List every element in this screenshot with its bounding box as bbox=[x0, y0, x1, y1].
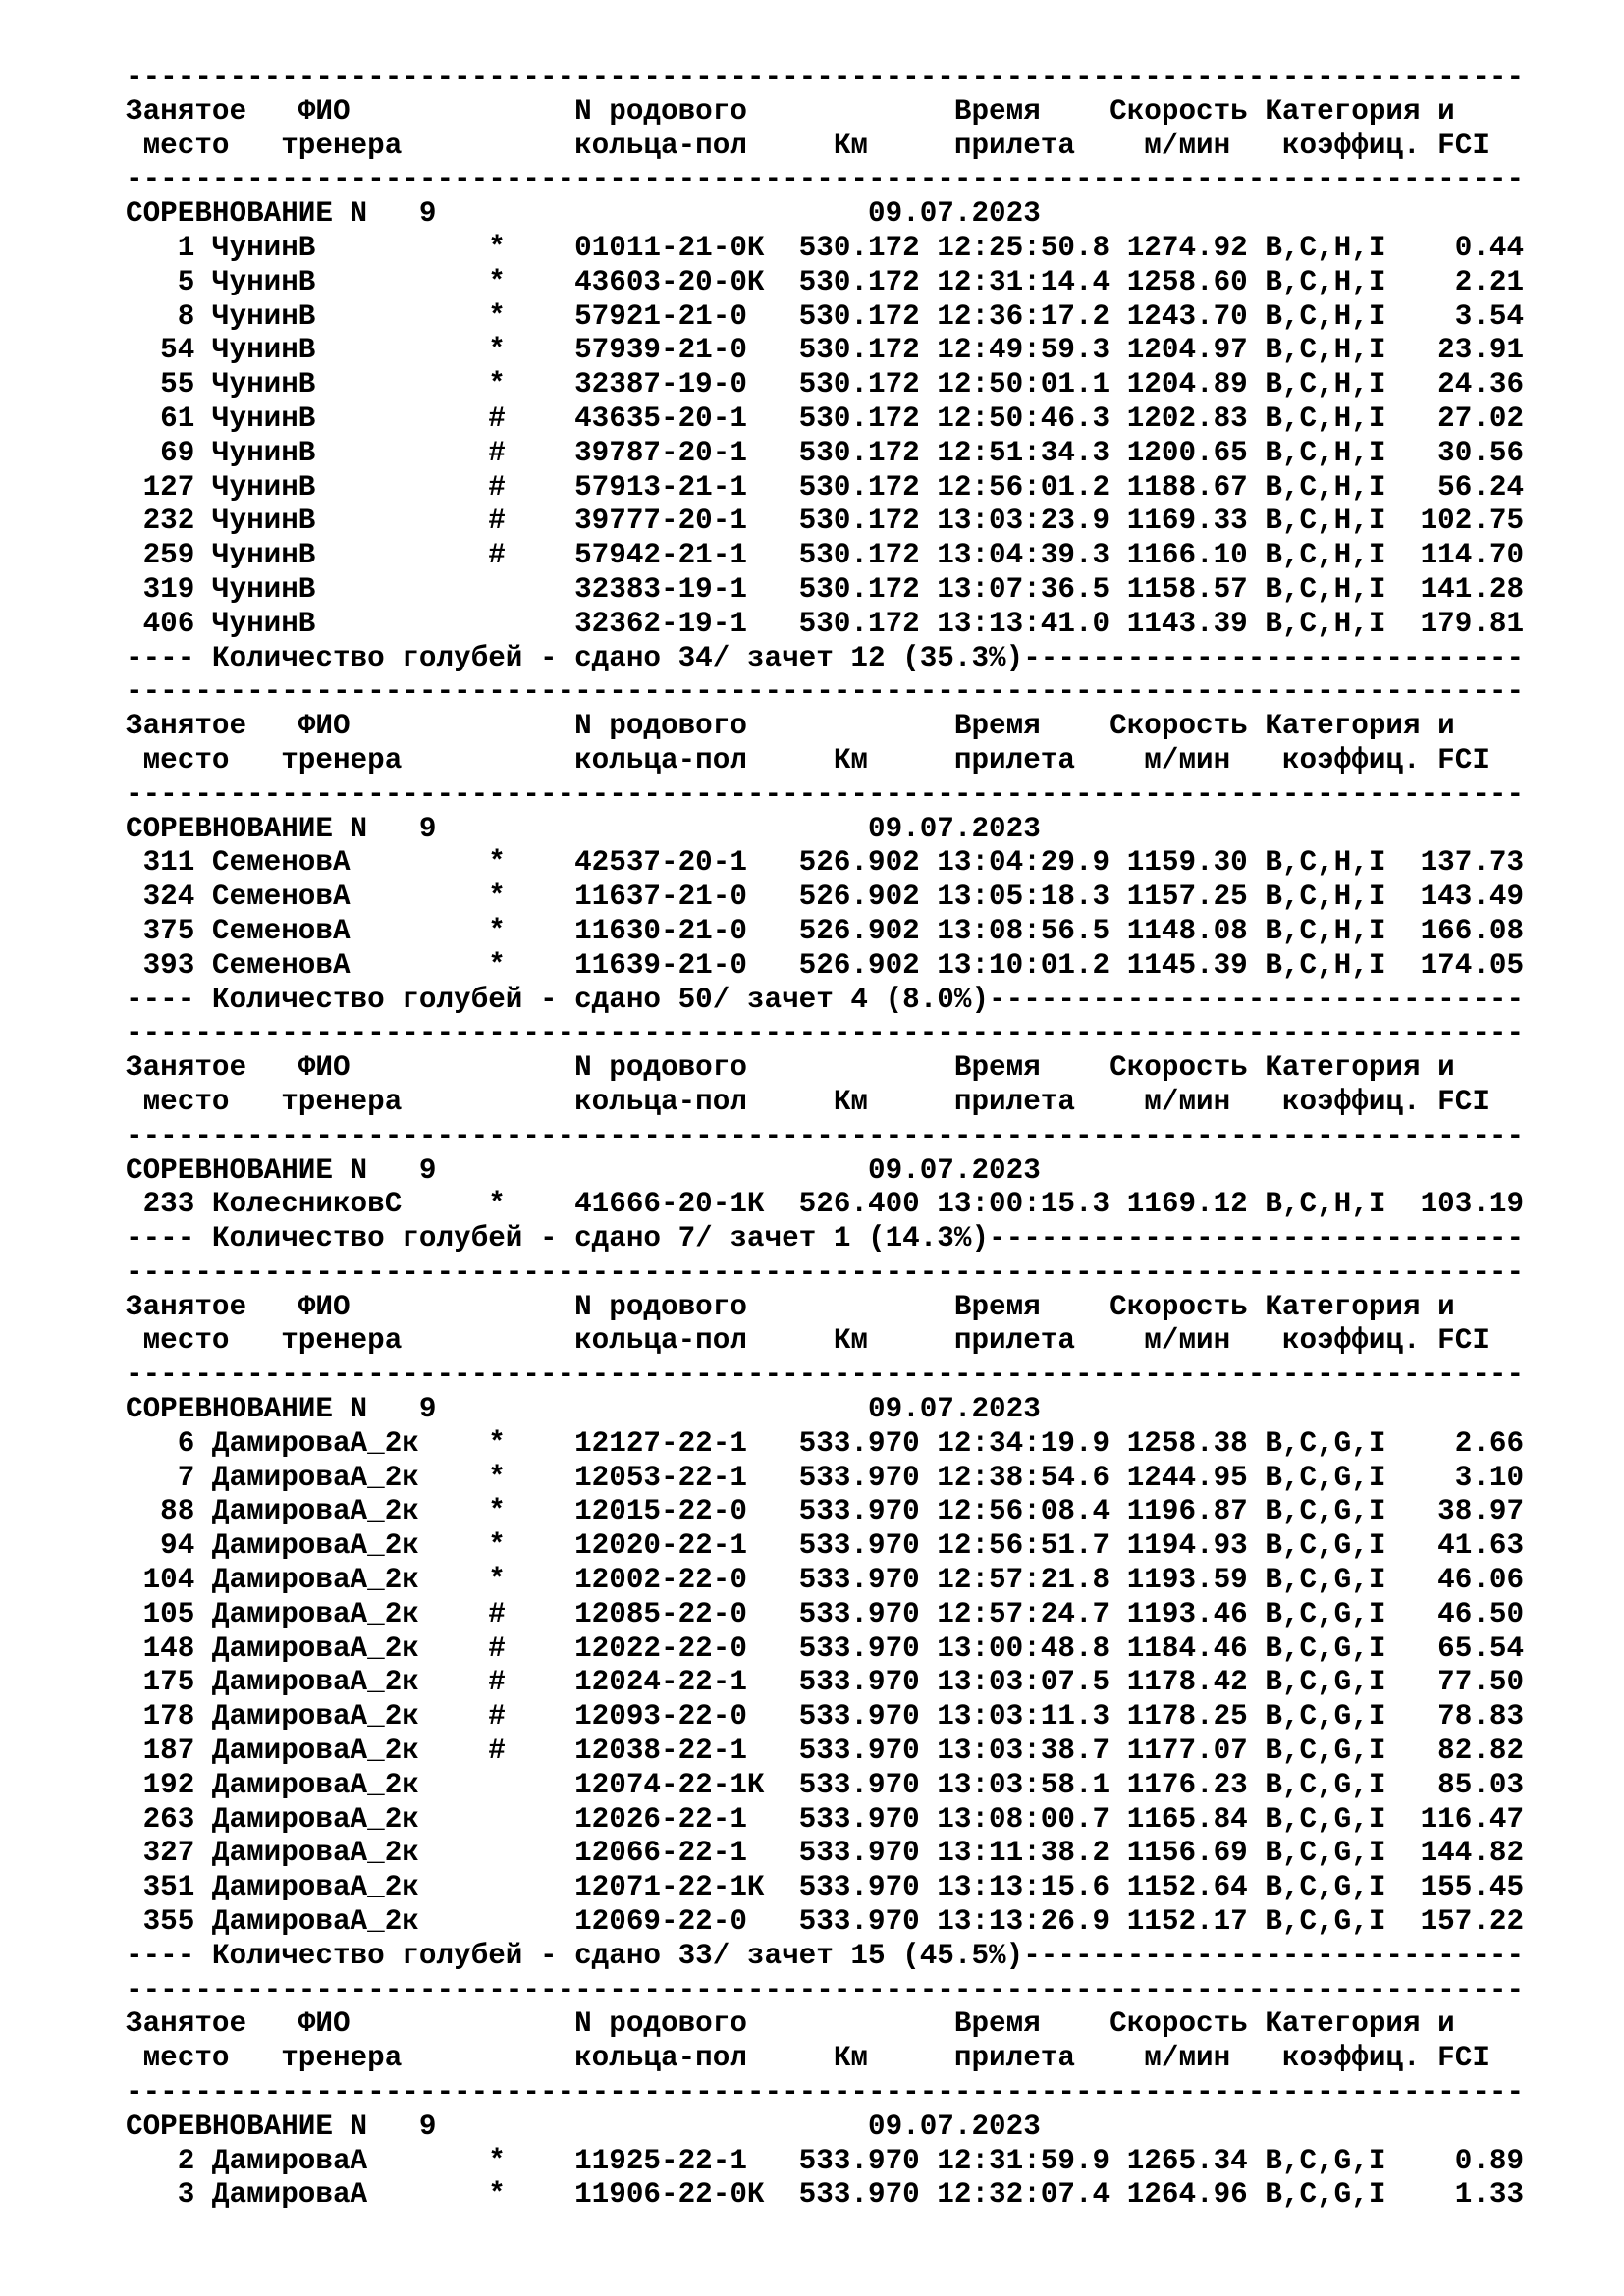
result-row: 3 ДамироваА * 11906-22-0К 533.970 12:32:07.4 1264.96 B,C,G,I 1.33 bbox=[126, 2178, 1525, 2212]
result-row: 61 ЧунинВ # 43635-20-1 530.172 12:50:46.3 1202.83 B,C,H,I 27.02 bbox=[126, 401, 1525, 435]
result-row: 232 ЧунинВ # 39777-20-1 530.172 13:03:23.9 1169.33 B,C,H,I 102.75 bbox=[126, 505, 1525, 538]
result-row: 311 СеменовА * 42537-20-1 526.902 13:04:29.9 1159.30 B,C,H,I 137.73 bbox=[126, 846, 1525, 880]
result-row: 94 ДамироваА_2к * 12020-22-1 533.970 12:56:51.7 1194.93 B,C,G,I 41.63 bbox=[126, 1529, 1525, 1563]
column-header-line-2: место тренера кольца-пол Км прилета м/мин коэффиц. FCI bbox=[126, 2042, 1489, 2075]
column-header-line-1: Занятое ФИО N родового Время Скорость Категория и bbox=[126, 710, 1455, 743]
result-row: 88 ДамироваА_2к * 12015-22-0 533.970 12:56:08.4 1196.87 B,C,G,I 38.97 bbox=[126, 1495, 1525, 1528]
column-header-line-2: место тренера кольца-пол Км прилета м/мин коэффиц. FCI bbox=[126, 1324, 1489, 1358]
result-row: 233 КолесниковС * 41666-20-1К 526.400 13:00:15.3 1169.12 B,C,H,I 103.19 bbox=[126, 1188, 1525, 1221]
competition-title: СОРЕВНОВАНИЕ N 9 09.07.2023 bbox=[126, 1393, 1041, 1426]
column-header-line-2: место тренера кольца-пол Км прилета м/мин коэффиц. FCI bbox=[126, 129, 1489, 162]
result-row: 104 ДамироваА_2к * 12002-22-0 533.970 12:57:21.8 1193.59 B,C,G,I 46.06 bbox=[126, 1564, 1525, 1597]
result-row: 324 СеменовА * 11637-21-0 526.902 13:05:18.3 1157.25 B,C,H,I 143.49 bbox=[126, 881, 1525, 914]
result-section bbox=[126, 675, 1524, 1017]
result-row: 1 ЧунинВ * 01011-21-0К 530.172 12:25:50.8 1274.92 B,C,H,I 0.44 bbox=[126, 231, 1525, 264]
result-section bbox=[126, 1974, 1524, 2214]
rule-line: --------------------------------------------------------------------------------- bbox=[126, 1973, 1525, 2006]
result-row: 148 ДамироваА_2к # 12022-22-0 533.970 13:00:48.8 1184.46 B,C,G,I 65.54 bbox=[126, 1631, 1525, 1665]
rule-line: --------------------------------------------------------------------------------- bbox=[126, 2076, 1525, 2109]
column-header-line-2: место тренера кольца-пол Км прилета м/мин коэффиц. FCI bbox=[126, 743, 1489, 776]
results-document bbox=[126, 61, 1524, 2213]
result-row: 319 ЧунинВ 32383-19-1 530.172 13:07:36.5 1158.57 B,C,H,I 141.28 bbox=[126, 572, 1525, 606]
section-summary: ---- Количество голубей - сдано 50/ зачет 4 (8.0%)------------------------------- bbox=[126, 983, 1525, 1016]
result-row: 175 ДамироваА_2к # 12024-22-1 533.970 13:03:07.5 1178.42 B,C,G,I 77.50 bbox=[126, 1666, 1525, 1699]
result-row: 259 ЧунинВ # 57942-21-1 530.172 13:04:39.3 1166.10 B,C,H,I 114.70 bbox=[126, 539, 1525, 572]
rule-line: --------------------------------------------------------------------------------- bbox=[126, 1255, 1525, 1289]
result-row: 127 ЧунинВ # 57913-21-1 530.172 12:56:01.2 1188.67 B,C,H,I 56.24 bbox=[126, 470, 1525, 504]
column-header-line-1: Занятое ФИО N родового Время Скорость Категория и bbox=[126, 1290, 1455, 1323]
section-summary: ---- Количество голубей - сдано 7/ зачет 1 (14.3%)------------------------------- bbox=[126, 1222, 1525, 1255]
result-row: 393 СеменовА * 11639-21-0 526.902 13:10:01.2 1145.39 B,C,H,I 174.05 bbox=[126, 948, 1525, 982]
result-row: 8 ЧунинВ * 57921-21-0 530.172 12:36:17.2 1243.70 B,C,H,I 3.54 bbox=[126, 299, 1525, 333]
result-row: 375 СеменовА * 11630-21-0 526.902 13:08:56.5 1148.08 B,C,H,I 166.08 bbox=[126, 914, 1525, 947]
result-row: 2 ДамироваА * 11925-22-1 533.970 12:31:59.9 1265.34 B,C,G,I 0.89 bbox=[126, 2144, 1525, 2177]
column-header-line-1: Занятое ФИО N родового Время Скорость Категория и bbox=[126, 2007, 1455, 2041]
result-row: 5 ЧунинВ * 43603-20-0К 530.172 12:31:14.4 1258.60 B,C,H,I 2.21 bbox=[126, 265, 1525, 298]
result-section bbox=[126, 1256, 1524, 1974]
result-row: 187 ДамироваА_2к # 12038-22-1 533.970 13:03:38.7 1177.07 B,C,G,I 82.82 bbox=[126, 1735, 1525, 1768]
rule-line: --------------------------------------------------------------------------------- bbox=[126, 675, 1525, 709]
result-row: 54 ЧунинВ * 57939-21-0 530.172 12:49:59.3 1204.97 B,C,H,I 23.91 bbox=[126, 334, 1525, 367]
result-row: 105 ДамироваА_2к # 12085-22-0 533.970 12:57:24.7 1193.46 B,C,G,I 46.50 bbox=[126, 1597, 1525, 1630]
rule-line: --------------------------------------------------------------------------------- bbox=[126, 163, 1525, 196]
rule-line: --------------------------------------------------------------------------------- bbox=[126, 1359, 1525, 1392]
result-row: 406 ЧунинВ 32362-19-1 530.172 13:13:41.0 1143.39 B,C,H,I 179.81 bbox=[126, 607, 1525, 640]
result-row: 6 ДамироваА_2к * 12127-22-1 533.970 12:34:19.9 1258.38 B,C,G,I 2.66 bbox=[126, 1426, 1525, 1460]
result-row: 192 ДамироваА_2к 12074-22-1К 533.970 13:03:58.1 1176.23 B,C,G,I 85.03 bbox=[126, 1768, 1525, 1801]
column-header-line-2: место тренера кольца-пол Км прилета м/мин коэффиц. FCI bbox=[126, 1085, 1489, 1118]
result-row: 327 ДамироваА_2к 12066-22-1 533.970 13:11:38.2 1156.69 B,C,G,I 144.82 bbox=[126, 1837, 1525, 1870]
competition-title: СОРЕВНОВАНИЕ N 9 09.07.2023 bbox=[126, 1153, 1041, 1187]
section-summary: ---- Количество голубей - сдано 34/ зачет 12 (35.3%)----------------------------- bbox=[126, 641, 1525, 674]
rule-line: --------------------------------------------------------------------------------- bbox=[126, 1119, 1525, 1152]
rule-line: --------------------------------------------------------------------------------- bbox=[126, 1017, 1525, 1050]
result-row: 355 ДамироваА_2к 12069-22-0 533.970 13:13:26.9 1152.17 B,C,G,I 157.22 bbox=[126, 1905, 1525, 1939]
section-summary: ---- Количество голубей - сдано 33/ зачет 15 (45.5%)----------------------------- bbox=[126, 1939, 1525, 1972]
competition-title: СОРЕВНОВАНИЕ N 9 09.07.2023 bbox=[126, 2109, 1041, 2143]
column-header-line-1: Занятое ФИО N родового Время Скорость Категория и bbox=[126, 1051, 1455, 1085]
result-section bbox=[126, 61, 1524, 675]
rule-line: --------------------------------------------------------------------------------- bbox=[126, 61, 1525, 93]
result-row: 55 ЧунинВ * 32387-19-0 530.172 12:50:01.1 1204.89 B,C,H,I 24.36 bbox=[126, 368, 1525, 401]
result-row: 69 ЧунинВ # 39787-20-1 530.172 12:51:34.3 1200.65 B,C,H,I 30.56 bbox=[126, 436, 1525, 469]
competition-title: СОРЕВНОВАНИЕ N 9 09.07.2023 bbox=[126, 812, 1041, 845]
column-header-line-1: Занятое ФИО N родового Время Скорость Категория и bbox=[126, 94, 1455, 128]
result-row: 178 ДамироваА_2к # 12093-22-0 533.970 13:03:11.3 1178.25 B,C,G,I 78.83 bbox=[126, 1700, 1525, 1734]
result-row: 351 ДамироваА_2к 12071-22-1К 533.970 13:13:15.6 1152.64 B,C,G,I 155.45 bbox=[126, 1871, 1525, 1904]
competition-title: СОРЕВНОВАНИЕ N 9 09.07.2023 bbox=[126, 197, 1041, 231]
result-section bbox=[126, 1017, 1524, 1256]
result-row: 263 ДамироваА_2к 12026-22-1 533.970 13:08:00.7 1165.84 B,C,G,I 116.47 bbox=[126, 1802, 1525, 1836]
rule-line: --------------------------------------------------------------------------------- bbox=[126, 777, 1525, 811]
result-row: 7 ДамироваА_2к * 12053-22-1 533.970 12:38:54.6 1244.95 B,C,G,I 3.10 bbox=[126, 1461, 1525, 1494]
